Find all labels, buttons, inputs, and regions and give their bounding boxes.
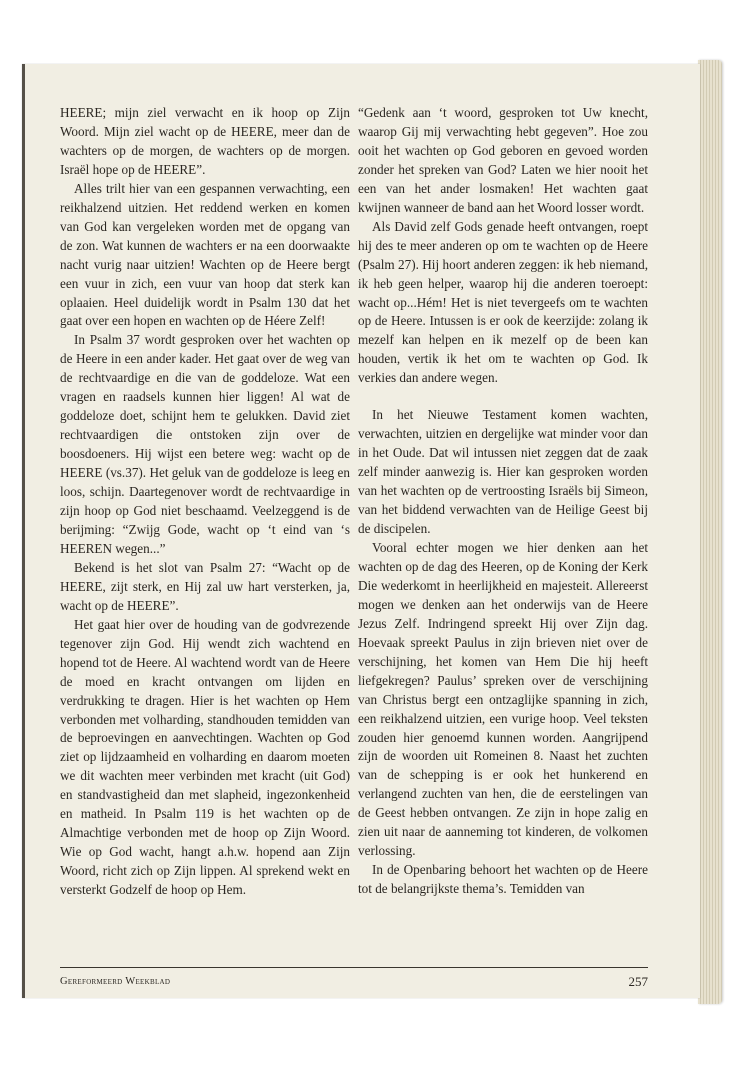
paragraph: In het Nieuwe Testament komen wachten, verwachten, uitzien en dergelijke wat minder voor dan in het Oude. Dat wil intussen niet zeggen dat de zaak zelf minder aanwezig is. Hier kan gesproken worden van het wachten op de vertroosting Israëls bij Simeon, van het biddend verwachten van de Heilige Geest bij de discipelen. xyxy=(358,407,648,537)
page-edges xyxy=(698,60,722,1004)
right-text-column xyxy=(358,104,648,899)
publication-name: Gereformeerd Weekblad xyxy=(60,976,171,987)
paragraph: “Gedenk aan ‘t woord, gesproken tot Uw knecht, waarop Gij mij verwachting hebt gegeven”. Hoe zou ooit het wachten op God geboren en gevoed worden zonder het spreken van God? Laten we hier nooit het een van het ander losmaken! Het wachten gaat kwijnen wanneer de band aan het Woord losser wordt. xyxy=(358,105,648,215)
paragraph: Vooral echter mogen we hier denken aan het wachten op de dag des Heeren, op de Koning der Kerk Die wederkomt in heerlijkheid en majesteit. Allereerst mogen we denken aan het onderwijs van de Heere Jezus Zelf. Indringend spreekt Hij over Zijn dag. Hoevaak spreekt Paulus in zijn brieven niet over de verschijning, het komen van Hem Die hij heeft liefgekregen? Paulus’ spreken over de verschijning van Christus bergt een ontzaglijke spanning in zich, een reikhalzend uitzien, een vurige hoop. Veel teksten zouden hier genoemd kunnen worden. Aangrijpend zijn de woorden uit Romeinen 8. Naast het zuchten van de schepping is er ook het hunkerend en verlangend zuchten van hen, die de eerstelingen van de Geest hebben ontvangen. Ze zijn in hope zalig en zien uit naar de aanneming tot kinderen, de volkomen verlossing. xyxy=(358,539,648,859)
paragraph: Als David zelf Gods genade heeft ontvangen, roept hij des te meer anderen op om te wachten op de Heere (Psalm 27). Hij hoort anderen zeggen: ik heb niemand, ik heb geen helper, waarop hij die anderen toeroept: wacht op...Hém! Het is niet tevergeefs om te wachten op de Heere. Intussen is er ook de keerzijde: zolang ik mezelf kan helpen en ik mezelf op de been kan houden, vertik ik het om te wachten op God. Ik verkies dan andere wegen. xyxy=(358,218,648,386)
paragraph: Bekend is het slot van Psalm 27: “Wacht op de HEERE, zijt sterk, en Hij zal uw hart versterken, ja, wacht op de HEERE”. xyxy=(60,559,350,613)
footer-divider xyxy=(60,967,648,968)
page-number: 257 xyxy=(628,974,648,989)
paragraph: HEERE; mijn ziel verwacht en ik hoop op Zijn Woord. Mijn ziel wacht op de HEERE, meer dan de wachters op de morgen, de wachters op de morgen. Israël hope op de HEERE”. xyxy=(60,105,350,177)
paragraph: Alles trilt hier van een gespannen verwachting, een reikhalzend uitzien. Het reddend werken en komen van God kan vergeleken worden met de opgang van de zon. Wat kunnen de wachters er na een doorwaakte nacht vurig naar uitzien! Wachten op de Heere bergt een vuur in zich, een vuur van hoop dat sterk kan oplaaien. Heel duidelijk wordt in Psalm 130 dat het gaat over een hopen en wachten op de Héere Zelf! xyxy=(60,180,350,329)
paragraph: In de Openbaring behoort het wachten op de Heere tot de belangrijkste thema’s. Temidden van xyxy=(358,862,648,897)
paragraph: Het gaat hier over de houding van de godvrezende tegenover zijn God. Hij wendt zich wachtend en hopend tot de Heere. Al wachtend wordt van de Heere de moed en kracht ontvangen om lijden en verdrukking te dragen. Hier is het wachten op Hem verbonden met volharding, standhouden temidden van de beproevingen en aanvechtingen. Wachten op God ziet op lijdzaamheid en volharding en daarom moeten we dit wachten meer verbinden met kracht (uit God) en standvastigheid dan met slapheid, ingezonkenheid en matheid. In Psalm 119 is het wachten op de Almachtige verbonden met de hoop op Zijn Woord. Wie op God wacht, hangt a.h.w. hopend aan Zijn Woord, richt zich op Zijn lippen. Al sprekend wekt en versterkt Godzelf de hoop op Hem. xyxy=(60,616,350,898)
binding-spine xyxy=(22,64,25,998)
paragraph: In Psalm 37 wordt gesproken over het wachten op de Heere in een ander kader. Het gaat over de weg van de rechtvaardige en die van de goddeloze. Wat een vragen en raadsels kunnen hier liggen! Al wat de goddeloze doet, schijnt hem te gelukken. David ziet rechtvaardigen die ontstoken zijn over de boosdoeners. Hij wijst een betere weg: wacht op de HEERE (vs.37). Het geluk van de goddeloze is leeg en loos, schijn. Daartegenover wordt de rechtvaardige in zijn hoop op God niet beschaamd. Veelzeggend is de berijming: “Zwijg Gode, wacht op ‘t eind van ‘s HEEREN wegen...” xyxy=(60,332,350,556)
left-text-column xyxy=(60,104,350,900)
